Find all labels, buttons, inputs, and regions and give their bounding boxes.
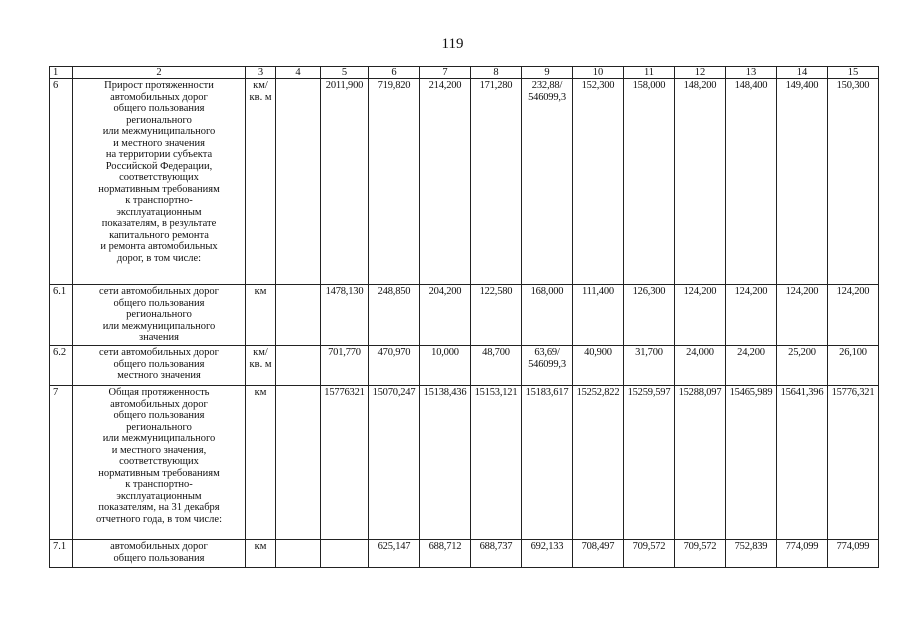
value-cell: 124,200 [726, 285, 777, 346]
value-cell: 708,497 [573, 540, 624, 568]
value-cell: 148,200 [675, 79, 726, 285]
value-cell: 15259,597 [624, 386, 675, 540]
value-cell: 15776321 [321, 386, 369, 540]
table-header-row [50, 67, 879, 79]
header-cell: 13 [726, 67, 777, 79]
indicator-name: Прирост протяженности автомобильных дорог общего пользования регионального или межмуниципального и местного значения на территории субъекта Российской Федерации, соответствующих нормативным требованиям к транспортно- эксплуатационным показателям, в результате капитального ремонта и ремонта автомобильных дорог, в том числе: [73, 79, 246, 285]
unit-cell: км [246, 285, 276, 346]
value-cell: 15288,097 [675, 386, 726, 540]
column-4-cell [276, 346, 321, 386]
indicator-name: сети автомобильных дорог общего пользования местного значения [73, 346, 246, 386]
unit-cell: км/ кв. м [246, 346, 276, 386]
column-4-cell [276, 386, 321, 540]
value-cell: 48,700 [471, 346, 522, 386]
header-cell: 4 [276, 67, 321, 79]
value-cell: 248,850 [369, 285, 420, 346]
value-cell: 15183,617 [522, 386, 573, 540]
table-row [50, 79, 879, 285]
header-cell: 12 [675, 67, 726, 79]
row-index: 7.1 [50, 540, 73, 568]
value-cell: 124,200 [777, 285, 828, 346]
value-cell: 15252,822 [573, 386, 624, 540]
value-cell: 15641,396 [777, 386, 828, 540]
header-cell: 8 [471, 67, 522, 79]
indicator-name: сети автомобильных дорог общего пользования регионального или межмуниципального значения [73, 285, 246, 346]
indicators-table [49, 66, 879, 568]
row-index: 6 [50, 79, 73, 285]
value-cell: 31,700 [624, 346, 675, 386]
value-cell: 470,970 [369, 346, 420, 386]
value-cell: 214,200 [420, 79, 471, 285]
value-cell: 701,770 [321, 346, 369, 386]
value-cell: 232,88/ 546099,3 [522, 79, 573, 285]
table-row [50, 285, 879, 346]
value-cell: 111,400 [573, 285, 624, 346]
value-cell: 171,280 [471, 79, 522, 285]
indicator-name: автомобильных дорог общего пользования [73, 540, 246, 568]
value-cell: 24,000 [675, 346, 726, 386]
value-cell: 40,900 [573, 346, 624, 386]
header-cell: 2 [73, 67, 246, 79]
header-cell: 6 [369, 67, 420, 79]
value-cell: 149,400 [777, 79, 828, 285]
value-cell: 2011,900 [321, 79, 369, 285]
value-cell: 688,712 [420, 540, 471, 568]
row-index: 6.2 [50, 346, 73, 386]
value-cell: 122,580 [471, 285, 522, 346]
unit-cell: км/ кв. м [246, 79, 276, 285]
value-cell: 124,200 [828, 285, 879, 346]
table-row [50, 386, 879, 540]
column-4-cell [276, 285, 321, 346]
value-cell: 709,572 [675, 540, 726, 568]
header-cell: 3 [246, 67, 276, 79]
value-cell: 709,572 [624, 540, 675, 568]
page-number: 119 [441, 36, 464, 52]
value-cell: 10,000 [420, 346, 471, 386]
value-cell: 204,200 [420, 285, 471, 346]
header-cell: 1 [50, 67, 73, 79]
header-cell: 15 [828, 67, 879, 79]
header-cell: 11 [624, 67, 675, 79]
value-cell: 152,300 [573, 79, 624, 285]
value-cell: 126,300 [624, 285, 675, 346]
value-cell: 692,133 [522, 540, 573, 568]
value-cell: 15465,989 [726, 386, 777, 540]
value-cell: 158,000 [624, 79, 675, 285]
row-index: 7 [50, 386, 73, 540]
value-cell: 24,200 [726, 346, 777, 386]
value-cell: 774,099 [777, 540, 828, 568]
row-index: 6.1 [50, 285, 73, 346]
value-cell: 774,099 [828, 540, 879, 568]
header-cell: 9 [522, 67, 573, 79]
unit-cell: км [246, 540, 276, 568]
value-cell: 148,400 [726, 79, 777, 285]
column-4-cell [276, 79, 321, 285]
value-cell: 26,100 [828, 346, 879, 386]
value-cell: 15153,121 [471, 386, 522, 540]
value-cell: 625,147 [369, 540, 420, 568]
unit-cell: км [246, 386, 276, 540]
indicator-name: Общая протяженность автомобильных дорог общего пользования регионального или межмуниципального и местного значения, соответствующих нормативным требованиям к транспортно- эксплуатационным показателям, на 31 декабря отчетного года, в том числе: [73, 386, 246, 540]
value-cell: 15138,436 [420, 386, 471, 540]
value-cell: 168,000 [522, 285, 573, 346]
header-cell: 5 [321, 67, 369, 79]
value-cell: 1478,130 [321, 285, 369, 346]
header-cell: 14 [777, 67, 828, 79]
column-4-cell [276, 540, 321, 568]
header-cell: 7 [420, 67, 471, 79]
value-cell: 63,69/ 546099,3 [522, 346, 573, 386]
value-cell: 150,300 [828, 79, 879, 285]
value-cell: 15070,247 [369, 386, 420, 540]
value-cell [321, 540, 369, 568]
value-cell: 688,737 [471, 540, 522, 568]
value-cell: 752,839 [726, 540, 777, 568]
header-cell: 10 [573, 67, 624, 79]
value-cell: 719,820 [369, 79, 420, 285]
value-cell: 25,200 [777, 346, 828, 386]
table-row [50, 346, 879, 386]
table-row [50, 540, 879, 568]
value-cell: 124,200 [675, 285, 726, 346]
value-cell: 15776,321 [828, 386, 879, 540]
